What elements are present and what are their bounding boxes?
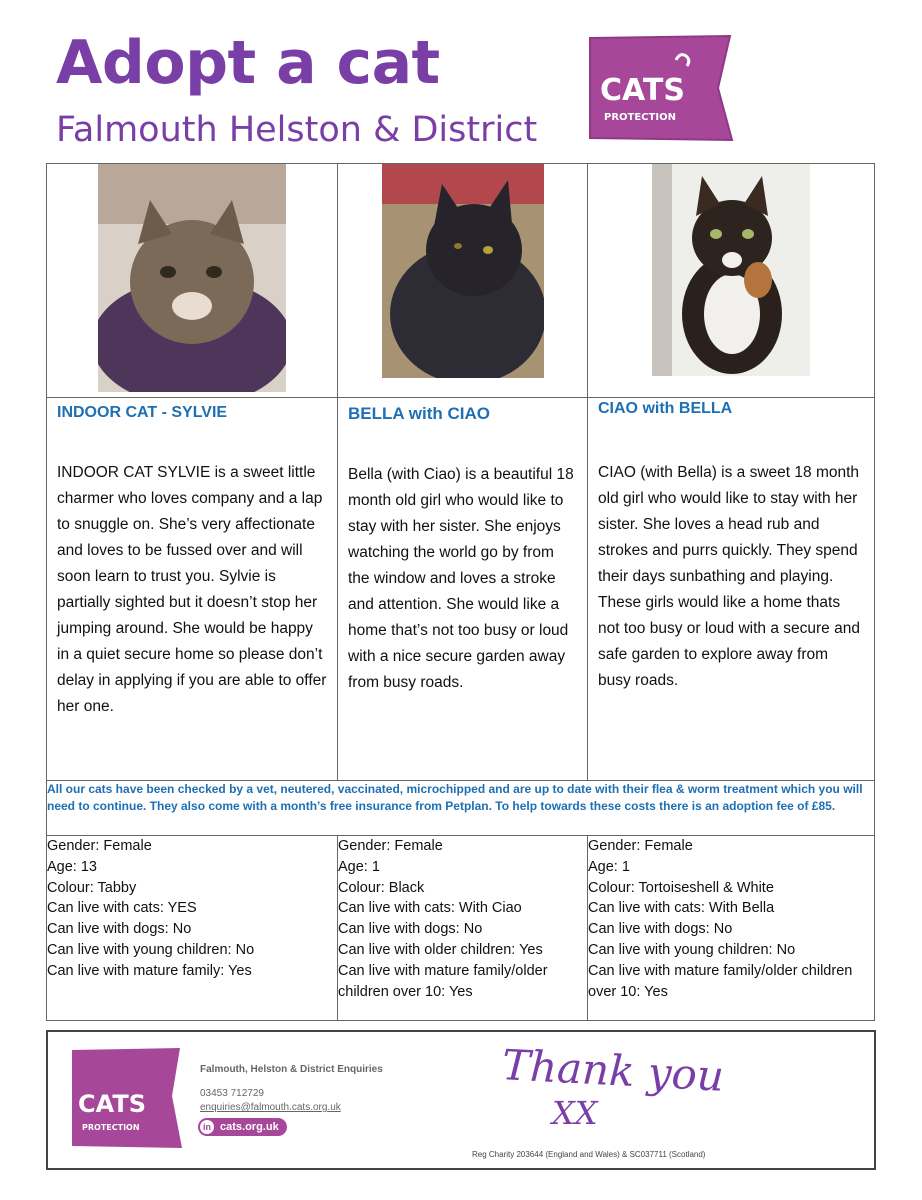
thank-you-text: Thank you (500, 1040, 726, 1101)
photo-ciao (652, 164, 810, 376)
details-ciao (588, 836, 875, 1021)
photo-cell-ciao (588, 164, 875, 398)
info-cell (47, 781, 875, 836)
detail-line: Can live with mature family/older children over 10: Yes (588, 962, 853, 1000)
cat-card-sylvie (47, 398, 338, 781)
details-sylvie (47, 836, 338, 1021)
detail-line: Can live with mature family/older children over 10: Yes (338, 962, 548, 1000)
detail-line: Can live with dogs: No (47, 921, 192, 938)
cats-table (46, 163, 875, 1021)
cat-name-sylvie: INDOOR CAT - SYLVIE (57, 404, 228, 421)
cat-description-sylvie: INDOOR CAT SYLVIE is a sweet little charmer who loves company and a lap to snuggle on. She’s very affectionate and loves to be fussed over and will soon learn to trust you. Sylvie is partially sighted but it doesn’t stop her jumping around. She would be happy in a quiet secure home so please don’t delay in applying if you are able to offer her one. (57, 464, 327, 715)
charity-registration: Reg Charity 203644 (England and Wales) & SC037711 (Scotland) (472, 1150, 706, 1159)
detail-line: Age: 13 (47, 858, 97, 875)
detail-line: Gender: Female (588, 838, 693, 854)
footer-cats-protection-logo (68, 1046, 186, 1150)
cat-name-bella: BELLA with CIAO (348, 404, 490, 423)
detail-line: Can live with dogs: No (588, 921, 733, 938)
logo-text-cats: CATS (600, 73, 685, 108)
website-link[interactable] (198, 1118, 287, 1136)
detail-line: Can live with cats: With Ciao (338, 900, 522, 917)
kisses-text: XX (552, 1094, 598, 1132)
detail-line: Age: 1 (588, 858, 630, 875)
detail-line: Can live with mature family: Yes (47, 962, 252, 979)
photo-cell-bella (338, 164, 588, 398)
page-title: Adopt a cat (56, 28, 440, 98)
detail-line: Age: 1 (338, 858, 380, 875)
cat-name-ciao: CIAO with BELLA (598, 400, 733, 417)
footer-logo-text-protection: PROTECTION (82, 1123, 140, 1132)
photo-sylvie (98, 164, 286, 392)
cat-description-bella: Bella (with Ciao) is a beautiful 18 month old girl who would like to stay with her sister. She enjoys watching the world go by from the window and loves a stroke and attention. She would like a home that’s not too busy or loud with a nice secure garden away from busy roads. (348, 466, 574, 691)
detail-line: Gender: Female (47, 838, 152, 854)
linkedin-icon: in (200, 1120, 214, 1134)
detail-line: Can live with older children: Yes (338, 941, 543, 958)
footer-logo-text-cats: CATS (78, 1090, 146, 1118)
detail-line: Colour: Tabby (47, 879, 137, 896)
cat-description-ciao: CIAO (with Bella) is a sweet 18 month old girl who would like to stay with her sister. She loves a head rub and strokes and purrs quickly. They spend their days sunbathing and playing. These girls would like a home thats not too busy or loud with a secure and safe garden to explore away from busy roads. (598, 464, 860, 689)
phone-number: 03453 712729 (200, 1088, 264, 1099)
details-bella (338, 836, 588, 1021)
cat-card-ciao (588, 398, 875, 781)
detail-line: Can live with cats: With Bella (588, 900, 775, 917)
page-subtitle: Falmouth Helston & District (56, 110, 538, 150)
adoption-info: All our cats have been checked by a vet, neutered, vaccinated, microchipped and are up to date with their flea & worm treatment which you will need to continue. They also come with a month’s free insurance from Petplan. To help towards these costs there is an adoption fee of £85. (47, 782, 863, 813)
cats-protection-logo (580, 34, 740, 142)
enquiries-title: Falmouth, Helston & District Enquiries (200, 1064, 383, 1075)
footer-banner (46, 1030, 876, 1170)
email-link[interactable]: enquiries@falmouth.cats.org.uk (200, 1102, 341, 1113)
detail-line: Can live with young children: No (588, 941, 796, 958)
logo-text-protection: PROTECTION (604, 112, 676, 123)
photo-cell-sylvie (47, 164, 338, 398)
detail-line: Gender: Female (338, 838, 443, 854)
detail-line: Can live with cats: YES (47, 900, 197, 917)
detail-line: Colour: Tortoiseshell & White (588, 879, 774, 896)
detail-line: Can live with young children: No (47, 941, 255, 958)
photo-bella (382, 164, 544, 378)
detail-line: Can live with dogs: No (338, 921, 483, 938)
detail-line: Colour: Black (338, 879, 425, 896)
website-label: cats.org.uk (220, 1121, 279, 1133)
cat-card-bella (338, 398, 588, 781)
